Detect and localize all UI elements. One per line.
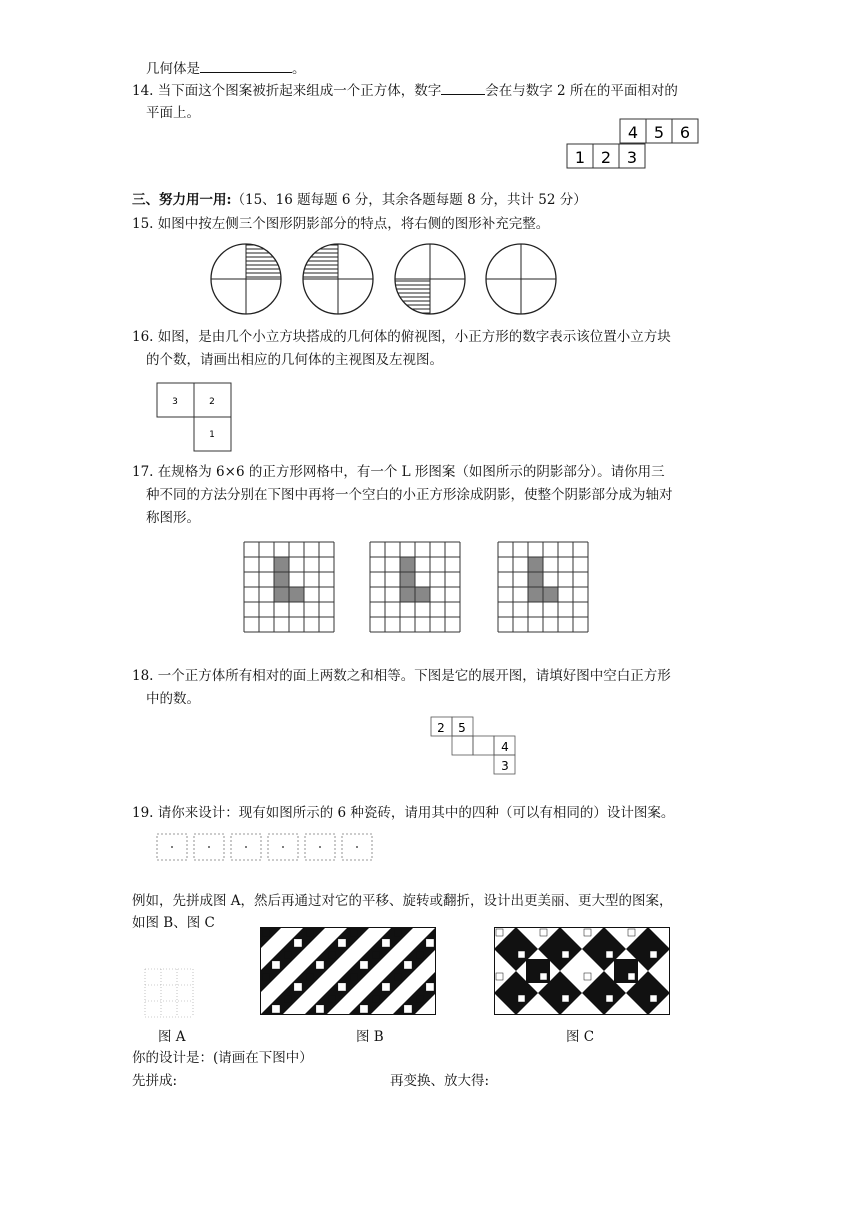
cube-net-figure-14 xyxy=(565,117,705,173)
tile-6 xyxy=(342,834,372,860)
figure-c-label: 图 C xyxy=(566,1029,595,1045)
tile-3 xyxy=(231,834,261,860)
grid-2[interactable] xyxy=(370,542,460,632)
q15-circles xyxy=(205,240,565,320)
q17-line1: 17. 在规格为 6×6 的正方形网格中，有一个 L 形图案（如图所示的阴影部分）。请你用三 xyxy=(132,464,665,480)
circle-2 xyxy=(303,244,373,314)
section3-heading: 三、努力用一用:（15、16 题每题 6 分，其余各题每题 8 分，共计 52 分） xyxy=(132,192,587,208)
q13-tail: 几何体是 。 xyxy=(146,58,306,79)
q17-grids xyxy=(244,542,594,638)
q17-line3: 称图形。 xyxy=(146,510,200,526)
tile-2 xyxy=(194,834,224,860)
tile-1 xyxy=(157,834,187,860)
circle-4-blank[interactable] xyxy=(486,244,556,314)
q14-line1: 14. 当下面这个图案被折起来组成一个正方体，数字 会在与数字 2 所在的平面相对的 xyxy=(132,80,678,101)
shaded-cell xyxy=(289,587,304,602)
tile-5 xyxy=(305,834,335,860)
q19-first-label: 先拼成: xyxy=(132,1073,178,1089)
cell-count: 3 xyxy=(172,397,178,407)
shaded-cell xyxy=(400,557,415,572)
q18-cube-net xyxy=(430,716,520,780)
net-cell-label: 5 xyxy=(653,123,665,142)
shaded-cell xyxy=(528,557,543,572)
grid-3[interactable] xyxy=(498,542,588,632)
shaded-cell xyxy=(274,587,289,602)
circle-1 xyxy=(211,244,281,314)
q17-line2: 种不同的方法分别在下图中再将一个空白的小正方形涂成阴影，使整个阴影部分成为轴对 xyxy=(146,487,673,503)
q19-then-label: 再变换、放大得: xyxy=(390,1073,490,1089)
shaded-cell xyxy=(528,572,543,587)
net-cell-label: 3 xyxy=(626,148,638,167)
net-cell-label: 2 xyxy=(437,721,445,735)
net-cell-label: 6 xyxy=(679,123,691,142)
shaded-cell xyxy=(415,587,430,602)
q18-line2: 中的数。 xyxy=(146,691,200,707)
figure-a-dot-grid xyxy=(143,967,197,1021)
figure-c-pattern xyxy=(494,927,670,1015)
figure-b-label: 图 B xyxy=(356,1029,384,1045)
figure-a-label: 图 A xyxy=(158,1029,186,1045)
q16-top-view xyxy=(156,382,236,454)
shaded-cell xyxy=(400,587,415,602)
net-cell-label: 4 xyxy=(627,123,639,142)
net-cell-label: 4 xyxy=(501,740,509,754)
cell-count: 1 xyxy=(209,430,215,440)
net-cell-label: 3 xyxy=(501,759,509,773)
grid-1[interactable] xyxy=(244,542,334,632)
net-cell-label: 1 xyxy=(574,148,586,167)
answer-blank[interactable] xyxy=(441,80,485,95)
q19-line2: 例如，先拼成图 A，然后再通过对它的平移、旋转或翻折，设计出更美丽、更大型的图案， xyxy=(132,893,673,909)
circle-3 xyxy=(395,244,465,314)
answer-blank[interactable] xyxy=(200,58,292,73)
q19-line1: 19. 请你来设计：现有如图所示的 6 种瓷砖，请用其中的四种（可以有相同的）设计图案。 xyxy=(132,805,675,821)
cell-count: 2 xyxy=(209,397,215,407)
shaded-cell xyxy=(543,587,558,602)
shaded-cell xyxy=(400,572,415,587)
q19-tile-set xyxy=(155,832,385,864)
q15-text: 15. 如图中按左侧三个图形阴影部分的特点，将右侧的图形补充完整。 xyxy=(132,216,550,232)
shaded-cell xyxy=(274,557,289,572)
q18-line1: 18. 一个正方体所有相对的面上两数之和相等。下图是它的展开图，请填好图中空白正方形 xyxy=(132,668,671,684)
tile-4 xyxy=(268,834,298,860)
q16-line1: 16. 如图，是由几个小立方块搭成的几何体的俯视图，小正方形的数字表示该位置小立方块 xyxy=(132,329,671,345)
q19-line3: 如图 B、图 C xyxy=(132,915,215,931)
q19-design-prompt: 你的设计是：(请画在下图中） xyxy=(132,1050,313,1066)
figure-b-pattern xyxy=(260,927,436,1015)
q16-line2: 的个数，请画出相应的几何体的主视图及左视图。 xyxy=(146,352,443,368)
net-cell-label: 5 xyxy=(458,721,466,735)
shaded-cell xyxy=(528,587,543,602)
net-cell-label: 2 xyxy=(600,148,612,167)
q14-line2: 平面上。 xyxy=(146,105,200,121)
shaded-cell xyxy=(274,572,289,587)
